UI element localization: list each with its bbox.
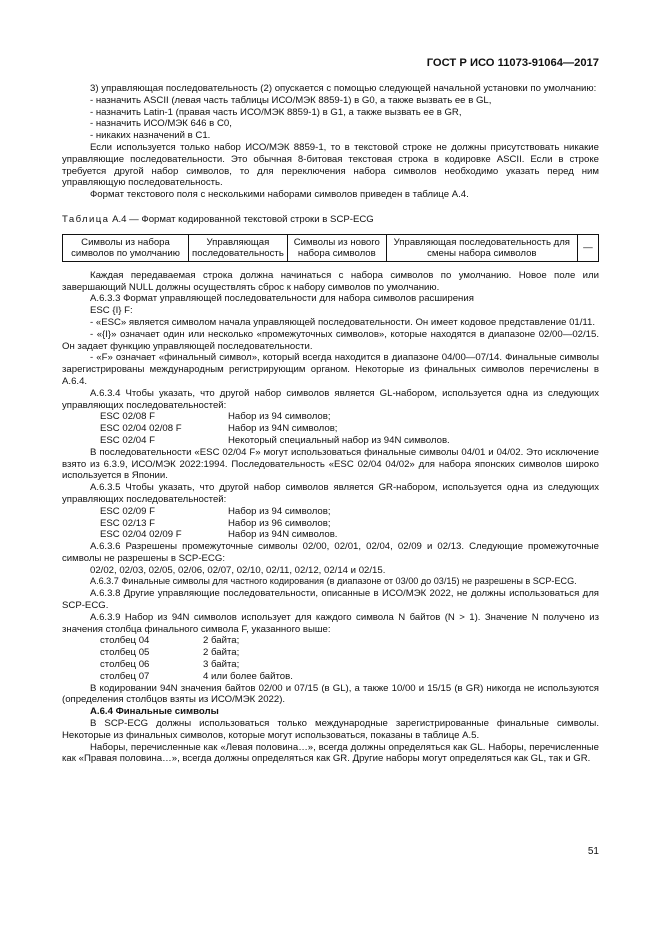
dash-item: - «ESC» является символом начала управляющей последовательности. Он имеет кодовое представление 01/11.	[90, 316, 596, 328]
section-title: А.6.4 Финальные символы	[90, 706, 219, 718]
page-content	[62, 83, 599, 765]
paragraph: А.6.3.5 Чтобы указать, что другой набор символов является GR-набором, используется одна из следующих управляющих последовательностей:	[62, 482, 599, 505]
paragraph: А.6.3.4 Чтобы указать, что другой набор символов является GL-набором, используется одна из следующих управляющих последовательностей:	[62, 387, 599, 411]
table-row	[63, 234, 599, 261]
dash-item: - назначить ASCII (левая часть таблицы ИСО/МЭК 8859-1) в G0, а также вызвать ее в GL,	[90, 94, 492, 106]
standard-header: ГОСТ Р ИСО 11073-91064—2017	[426, 57, 599, 69]
paragraph: В SCP-ECG должны использоваться только международные зарегистрированные финальные символы. Некоторые из финальных символов, которые могут использоваться, показаны в таблице А.5.	[62, 718, 599, 741]
paragraph: Каждая передаваемая строка должна начинаться с набора символов по умолчанию. Новое поле или завершающий NULL должны осуществлять сброс к набору символов по умолчанию.	[62, 269, 599, 293]
list-item: ESC 02/04 F Некоторый специальный набор из 94N символов.	[100, 434, 450, 446]
page-number: 51	[587, 846, 599, 857]
list-item: столбец 05 2 байта;	[100, 647, 240, 659]
paragraph: А.6.3.6 Разрешены промежуточные символы 02/00, 02/01, 02/04, 02/09 и 02/13. Следующие промежуточные символы не разрешены в SCP-ECG:	[62, 541, 599, 564]
format-table	[62, 234, 599, 262]
dash-item: - «F» означает «финальный символ», который всегда находится в диапазоне 04/00—07/14. Финальные символы зарегистрированы международным регистрирующим органом. Некоторые из финальных символов перечислены в А.6.4.	[62, 352, 599, 387]
paragraph: ESC {I} F:	[90, 305, 133, 317]
dash-item: - назначить Latin-1 (правая часть ИСО/МЭК 8859-1) в G1, а также вызвать ее в GR,	[90, 106, 462, 118]
list-item: ESC 02/08 F Набор из 94 символов;	[100, 411, 331, 423]
gr-sequence-list	[100, 506, 337, 541]
list-item: ESC 02/09 F Набор из 94 символов;	[100, 505, 331, 517]
table-cell: Управляющая последовательность	[189, 234, 288, 261]
paragraph: 02/02, 02/03, 02/05, 02/06, 02/07, 02/10, 02/11, 02/12, 02/14 и 02/15.	[90, 564, 386, 576]
table-cell: Символы из набора символов по умолчанию	[63, 234, 189, 261]
paragraph: 3) управляющая последовательность (2) опускается с помощью следующей начальной установки по умолчанию:	[90, 83, 597, 94]
dash-item: - назначить ИСО/МЭК 646 в C0,	[90, 118, 232, 130]
dash-item: - никаких назначений в C1.	[90, 130, 211, 142]
list-item: ESC 02/04 02/09 F Набор из 94N символов.	[100, 529, 338, 541]
paragraph: В кодировании 94N значения байтов 02/00 и 07/15 (в GL), а также 10/00 и 15/15 (в GR) никогда не используются (определения столбцов взяты из ИСО/МЭК 2022).	[62, 682, 599, 706]
column-list	[100, 635, 293, 682]
list-item: столбец 04 2 байта;	[100, 635, 240, 647]
gl-sequence-list	[100, 411, 450, 446]
paragraph: Если используется только набор ИСО/МЭК 8859-1, то в текстовой строке не должны присутствовать никакие управляющие последовательности. Это обычная 8-битовая текстовая строка в кодировке ASCII. Если в строке требуется другой набор символов, то для переключения набора символов необходимо указать перед ним управляющую последовательность.	[62, 141, 599, 189]
paragraph: А.6.3.7 Финальные символы для частного кодирования (в диапазоне от 03/00 до 03/15) не разрешены в SCP-ECG.	[90, 576, 577, 587]
list-item: ESC 02/13 F Набор из 96 символов;	[100, 517, 331, 529]
list-item: столбец 07 4 или более байтов.	[100, 670, 293, 682]
table-caption	[62, 214, 599, 226]
paragraph: Наборы, перечисленные как «Левая половина…», всегда должны определяться как GL. Наборы, перечисленные как «Правая половина…», всегда должны определяться как GR. Другие наборы могут определяться как GL, так и GR.	[62, 741, 599, 765]
subsection-heading: А.6.3.3 Формат управляющей последовательности для набора символов расширения	[90, 293, 474, 305]
table-cell: —	[577, 234, 598, 261]
list-item: ESC 02/04 02/08 F Набор из 94N символов;	[100, 423, 338, 435]
paragraph: В последовательности «ESC 02/04 F» могут использоваться финальные символы 04/01 и 04/02. Это исключение взято из 6.3.9, ИСО/МЭК 2022:1994. Последовательность «ESC 02/04 04/02» для набора японских символов широко используется в Японии.	[62, 446, 599, 482]
list-item: столбец 06 3 байта;	[100, 659, 240, 671]
dash-item: - «{I}» означает один или несколько «промежуточных символов», которые находятся в диапазоне 02/00—02/15. Он задает функцию управляющей последовательности.	[62, 328, 599, 352]
table-cell: Символы из нового набора символов	[287, 234, 386, 261]
paragraph: А.6.3.8 Другие управляющие последовательности, описанные в ИСО/МЭК 2022, не должны использоваться для SCP-ECG.	[62, 588, 599, 612]
table-caption-word: Таблица	[62, 213, 110, 225]
paragraph: А.6.3.9 Набор из 94N символов использует для каждого символа N байтов (N > 1). Значение N получено из значения столбца финального символа F, указанного выше:	[62, 611, 599, 635]
paragraph: Формат текстового поля с несколькими наборами символов приведен в таблице А.4.	[90, 189, 469, 201]
table-caption-text: А.4 — Формат кодированной текстовой строки в SCP-ECG	[112, 213, 374, 225]
table-cell: Управляющая последовательность для смены набора символов	[386, 234, 577, 261]
